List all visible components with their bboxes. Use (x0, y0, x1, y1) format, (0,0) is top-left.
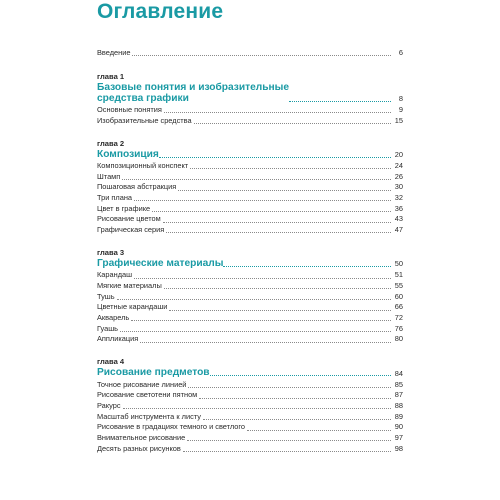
toc-entry[interactable] (97, 270, 403, 281)
toc-entry-page: 55 (394, 281, 403, 291)
dot-leader (223, 266, 391, 267)
chapter-title-entry[interactable] (97, 82, 403, 105)
dot-leader (120, 331, 391, 332)
toc-entry-page: 9 (398, 105, 403, 115)
chapter-title: Рисование предметов (97, 367, 210, 379)
dot-leader (163, 222, 391, 223)
toc-entry-label: Цветные карандаши (97, 302, 168, 312)
toc-entry[interactable] (97, 412, 403, 423)
toc-entry[interactable] (97, 390, 403, 401)
dot-leader (190, 168, 391, 169)
toc-entry[interactable] (97, 105, 403, 116)
dot-leader (247, 430, 391, 431)
toc-entry[interactable] (97, 380, 403, 391)
toc-entry-label: Десять разных рисунков (97, 443, 181, 453)
toc-entry-page: 30 (394, 182, 403, 192)
toc-entry[interactable] (97, 281, 403, 292)
toc-entry-page: 24 (394, 161, 403, 171)
chapter-3 (97, 248, 403, 345)
chapter-label: глава 3 (97, 247, 125, 257)
dot-leader (159, 157, 391, 158)
dot-leader (183, 451, 391, 452)
dot-leader (188, 387, 391, 388)
chapter-4 (97, 357, 403, 454)
dot-leader (194, 123, 391, 124)
toc-entry[interactable] (97, 302, 403, 313)
chapter-page: 8 (398, 94, 403, 104)
chapter-label: глава 1 (97, 71, 125, 81)
toc-entry-label: Рисование светотени пятном (97, 390, 198, 400)
toc-entry-page: 26 (394, 171, 403, 181)
dot-leader (122, 179, 391, 180)
chapter-title-continued: средства графики (97, 92, 189, 104)
dot-leader (164, 288, 391, 289)
toc-entry-page: 76 (394, 323, 403, 333)
chapter-page: 50 (394, 259, 403, 269)
dot-leader (140, 342, 391, 343)
toc-entry-label: Основные понятия (97, 105, 162, 115)
toc-entry-page: 66 (394, 302, 403, 312)
toc-entry[interactable] (97, 161, 403, 172)
toc-entry-label: Масштаб инструмента к листу (97, 411, 201, 421)
toc-entry-page: 87 (394, 390, 403, 400)
dot-leader (123, 408, 391, 409)
page-title: Оглавление (97, 0, 224, 23)
chapter-title: Базовые понятия и изобразительные (97, 81, 290, 93)
toc-entry-page: 32 (394, 193, 403, 203)
toc-entry-label: Тушь (97, 291, 115, 301)
toc-entry-label: Аппликация (97, 334, 139, 344)
chapter-page: 20 (394, 150, 403, 160)
chapter-title-entry[interactable] (97, 367, 403, 379)
toc-entry-page: 80 (394, 334, 403, 344)
dot-leader (289, 101, 391, 102)
toc-entry[interactable] (97, 292, 403, 303)
chapter-title: Композиция (97, 148, 159, 160)
toc-entry-intro[interactable] (97, 48, 403, 59)
toc-entry[interactable] (97, 324, 403, 335)
dot-leader (199, 398, 391, 399)
toc-entry-page: 47 (394, 225, 403, 235)
toc-entry-page: 97 (394, 433, 403, 443)
toc-entry-page: 6 (398, 47, 403, 57)
toc-entry-page: 15 (394, 115, 403, 125)
toc-entry-page: 36 (394, 203, 403, 213)
toc-entry[interactable] (97, 401, 403, 412)
dot-leader (203, 419, 391, 420)
toc-entry-label: Цвет в графике (97, 203, 151, 213)
dot-leader (152, 211, 391, 212)
toc-entry[interactable] (97, 172, 403, 183)
toc-entry-label: Изобразительные средства (97, 115, 192, 125)
toc-entry-label: Гуашь (97, 323, 119, 333)
toc-entry-label: Пошаговая абстракция (97, 182, 177, 192)
toc-entry-page: 89 (394, 411, 403, 421)
chapter-title-entry[interactable] (97, 258, 403, 270)
dot-leader (187, 440, 391, 441)
dot-leader (169, 310, 391, 311)
toc-entry-page: 72 (394, 313, 403, 323)
table-of-contents (97, 48, 403, 467)
dot-leader (132, 55, 391, 56)
toc-entry-label: Композиционный конспект (97, 161, 189, 171)
toc-entry-label: Введение (97, 47, 131, 57)
toc-entry-page: 60 (394, 291, 403, 301)
toc-entry[interactable] (97, 335, 403, 346)
chapter-label: глава 2 (97, 138, 125, 148)
toc-entry[interactable] (97, 225, 403, 236)
toc-entry-label: Мягкие материалы (97, 281, 162, 291)
chapter-label: глава 4 (97, 357, 125, 367)
dot-leader (178, 190, 391, 191)
toc-entry-label: Рисование цветом (97, 214, 161, 224)
toc-entry[interactable] (97, 182, 403, 193)
dot-leader (131, 320, 391, 321)
toc-entry-label: Точное рисование линией (97, 379, 187, 389)
toc-entry-page: 90 (394, 422, 403, 432)
chapter-1 (97, 72, 403, 127)
toc-entry-page: 88 (394, 401, 403, 411)
toc-entry-page: 51 (394, 270, 403, 280)
toc-entry-page: 43 (394, 214, 403, 224)
toc-entry-label: Ракурс (97, 401, 121, 411)
toc-entry[interactable] (97, 193, 403, 204)
dot-leader (210, 375, 391, 376)
toc-entry-label: Штамп (97, 171, 121, 181)
toc-entry[interactable] (97, 204, 403, 215)
dot-leader (134, 278, 391, 279)
toc-entry-label: Акварель (97, 313, 130, 323)
chapter-title: Графические материалы (97, 257, 224, 269)
toc-entry-label: Карандаш (97, 270, 133, 280)
toc-entry[interactable] (97, 422, 403, 433)
chapter-title-entry[interactable] (97, 149, 403, 161)
toc-entry[interactable] (97, 215, 403, 226)
toc-entry-page: 98 (394, 443, 403, 453)
dot-leader (164, 112, 391, 113)
chapter-2 (97, 139, 403, 236)
toc-entry[interactable] (97, 116, 403, 127)
dot-leader (134, 200, 391, 201)
dot-leader (117, 299, 391, 300)
dot-leader (166, 232, 391, 233)
toc-entry-label: Внимательное рисование (97, 433, 186, 443)
toc-entry-label: Графическая серия (97, 225, 165, 235)
toc-entry-label: Три плана (97, 193, 133, 203)
toc-entry[interactable] (97, 444, 403, 455)
chapter-page: 84 (394, 368, 403, 378)
toc-entry[interactable] (97, 313, 403, 324)
toc-entry[interactable] (97, 433, 403, 444)
toc-entry-page: 85 (394, 379, 403, 389)
toc-entry-label: Рисование в градациях темного и светлого (97, 422, 246, 432)
